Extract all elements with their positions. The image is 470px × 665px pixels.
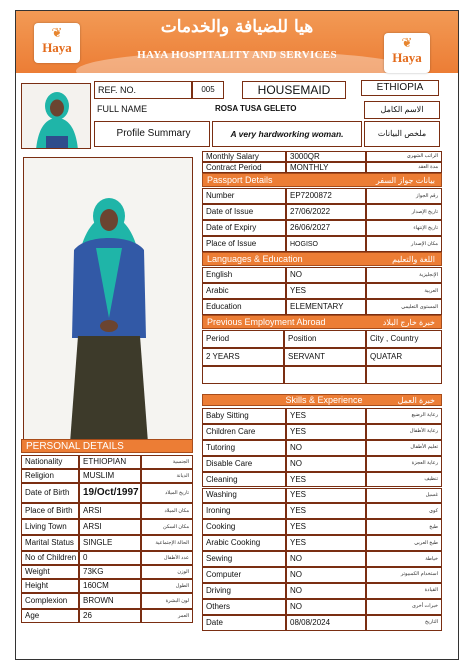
passport-title: Passport Details <box>207 175 273 185</box>
place-of-issue-label: Place of Issue <box>202 236 286 252</box>
logo-text: Haya <box>42 40 72 55</box>
passport-section-header <box>202 173 442 187</box>
full-name-value: ROSA TUSA GELETO <box>212 101 362 117</box>
personal-label: Living Town <box>21 519 79 535</box>
monthly-salary-value: 3000QR <box>286 151 366 162</box>
skill-value: NO <box>286 456 366 472</box>
company-name-arabic: هيا للضيافة والخدمات <box>160 17 314 37</box>
personal-value: MUSLIM <box>79 469 141 483</box>
issue-date-label: Date of Issue <box>202 204 286 220</box>
languages-section-header <box>202 252 442 266</box>
skill-label: Sewing <box>202 551 286 567</box>
ref-value: 005 <box>192 81 224 99</box>
skill-arabic-label: رعاية الرضيع <box>366 408 442 424</box>
personal-section-header <box>21 439 193 453</box>
employment-empty-cell <box>202 366 284 384</box>
full-body-photo <box>23 157 193 442</box>
skill-value: 08/08/2024 <box>286 615 366 631</box>
skill-label: Washing <box>202 488 286 504</box>
skill-label: Driving <box>202 583 286 599</box>
skill-value: NO <box>286 440 366 456</box>
passport-number-value: EP7200872 <box>286 188 366 204</box>
skill-value: YES <box>286 535 366 551</box>
personal-title: PERSONAL DETAILS <box>26 440 124 452</box>
skill-arabic-label: القيادة <box>366 583 442 599</box>
skill-label: Arabic Cooking <box>202 535 286 551</box>
employment-title-arabic: خبرة خارج البلاد <box>382 317 435 327</box>
skill-arabic-label: خياطة <box>366 551 442 567</box>
personal-value: ARSI <box>79 519 141 535</box>
education-label: Education <box>202 299 286 315</box>
skill-value: NO <box>286 551 366 567</box>
arabic-language-label: Arabic <box>202 283 286 299</box>
skill-label: Cleaning <box>202 472 286 488</box>
company-logo-right <box>384 33 430 73</box>
contract-period-label: Contract Period <box>202 162 286 173</box>
skill-arabic-label: طبخ العربي <box>366 535 442 551</box>
skill-arabic-label: استخدام الكمبيوتر <box>366 567 442 583</box>
personal-arabic-label: مكان الميلاد <box>141 503 193 519</box>
personal-arabic-label: لون البشرة <box>141 593 193 609</box>
skill-arabic-label: طبخ <box>366 519 442 535</box>
employment-period-value: 2 YEARS <box>202 348 284 366</box>
education-value: ELEMENTARY <box>286 299 366 315</box>
employment-empty-cell <box>366 366 442 384</box>
profile-summary-value: A very hardworking woman. <box>212 121 362 147</box>
personal-label: Date of Birth <box>21 483 79 503</box>
cv-page <box>15 10 459 660</box>
skill-value: YES <box>286 503 366 519</box>
personal-label: No of Children <box>21 551 79 565</box>
flame-icon: ❦ <box>51 25 63 40</box>
skills-title-arabic: خبرة العمل <box>397 395 435 405</box>
personal-label: Complexion <box>21 593 79 609</box>
employment-title: Previous Employment Abroad <box>207 317 326 327</box>
employment-position-value: SERVANT <box>284 348 366 366</box>
personal-label: Height <box>21 579 79 593</box>
place-of-issue-value: HOGISO <box>286 236 366 252</box>
skill-value: YES <box>286 472 366 488</box>
skill-label: Baby Sitting <box>202 408 286 424</box>
personal-value: 19/Oct/1997 <box>79 483 141 503</box>
personal-arabic-label: الطول <box>141 579 193 593</box>
skill-label: Cooking <box>202 519 286 535</box>
personal-label: Weight <box>21 565 79 579</box>
country-value: ETHIOPIA <box>361 80 439 96</box>
english-value: NO <box>286 267 366 283</box>
monthly-salary-arabic: الراتب الشهري <box>366 151 442 162</box>
expiry-date-value: 26/06/2027 <box>286 220 366 236</box>
flame-icon: ❦ <box>401 35 413 50</box>
skill-arabic-label: رعاية العجزة <box>366 456 442 472</box>
skill-arabic-label: التاريخ <box>366 615 442 631</box>
skill-arabic-label: كوي <box>366 503 442 519</box>
ref-label: REF. NO. <box>94 81 192 99</box>
passport-number-arabic: رقم الجواز <box>366 188 442 204</box>
skill-arabic-label: تنظيف <box>366 472 442 488</box>
portrait-thumbnail <box>21 83 91 149</box>
english-arabic: الإنجليزية <box>366 267 442 283</box>
personal-value: 73KG <box>79 565 141 579</box>
personal-value: 0 <box>79 551 141 565</box>
place-of-issue-arabic: مكان الإصدار <box>366 236 442 252</box>
contract-period-value: MONTHLY <box>286 162 366 173</box>
expiry-date-label: Date of Expiry <box>202 220 286 236</box>
skill-value: YES <box>286 488 366 504</box>
full-name-label: FULL NAME <box>94 101 210 117</box>
skill-label: Tutoring <box>202 440 286 456</box>
skill-label: Disable Care <box>202 456 286 472</box>
company-name-english: HAYA HOSPITALITY AND SERVICES <box>137 49 337 61</box>
personal-value: 160CM <box>79 579 141 593</box>
profile-summary-label: Profile Summary <box>94 121 210 147</box>
employment-country-value: QUATAR <box>366 348 442 366</box>
skill-label: Computer <box>202 567 286 583</box>
skill-value: YES <box>286 408 366 424</box>
languages-title: Languages & Education <box>207 254 303 264</box>
contract-period-arabic: مدة العقد <box>366 162 442 173</box>
skill-arabic-label: رعاية الأطفال <box>366 424 442 440</box>
skill-label: Ironing <box>202 503 286 519</box>
full-name-arabic-label: الاسم الكامل <box>364 101 440 119</box>
personal-label: Marital Status <box>21 535 79 551</box>
skill-arabic-label: خبرات أخرى <box>366 599 442 615</box>
skill-label: Children Care <box>202 424 286 440</box>
personal-arabic-label: الحالة الإجتماعية <box>141 535 193 551</box>
skill-arabic-label: تعليم الأطفال <box>366 440 442 456</box>
employment-col-period: Period <box>202 330 284 348</box>
skill-value: YES <box>286 519 366 535</box>
employment-col-position: Position <box>284 330 366 348</box>
personal-label: Nationality <box>21 455 79 469</box>
personal-label: Place of Birth <box>21 503 79 519</box>
personal-arabic-label: العمر <box>141 609 193 623</box>
company-logo-left <box>34 23 80 63</box>
arabic-language-value: YES <box>286 283 366 299</box>
personal-arabic-label: مكان السكن <box>141 519 193 535</box>
personal-value: 26 <box>79 609 141 623</box>
skill-value: NO <box>286 567 366 583</box>
position-title: HOUSEMAID <box>242 81 346 99</box>
passport-title-arabic: بيانات جواز السفر <box>375 175 435 185</box>
issue-date-value: 27/06/2022 <box>286 204 366 220</box>
education-arabic: المستوى التعليمي <box>366 299 442 315</box>
logo-text: Haya <box>392 50 422 65</box>
skills-title: Skills & Experience <box>285 395 363 405</box>
skill-value: YES <box>286 424 366 440</box>
employment-col-country: City , Country <box>366 330 442 348</box>
employment-empty-cell <box>284 366 366 384</box>
skill-label: Date <box>202 615 286 631</box>
personal-arabic-label: الجنسية <box>141 455 193 469</box>
skill-label: Others <box>202 599 286 615</box>
personal-value: SINGLE <box>79 535 141 551</box>
personal-arabic-label: الديانة <box>141 469 193 483</box>
personal-value: ARSI <box>79 503 141 519</box>
personal-value: ETHIOPIAN <box>79 455 141 469</box>
personal-label: Age <box>21 609 79 623</box>
personal-label: Religion <box>21 469 79 483</box>
english-label: English <box>202 267 286 283</box>
passport-number-label: Number <box>202 188 286 204</box>
skill-value: NO <box>286 599 366 615</box>
issue-date-arabic: تاريخ الإصدار <box>366 204 442 220</box>
employment-section-header <box>202 315 442 329</box>
personal-arabic-label: عدد الأطفال <box>141 551 193 565</box>
languages-title-arabic: اللغة والتعليم <box>392 254 435 264</box>
arabic-language-arabic: العربية <box>366 283 442 299</box>
skill-arabic-label: غسيل <box>366 488 442 504</box>
personal-value: BROWN <box>79 593 141 609</box>
skills-section-header <box>202 394 442 406</box>
monthly-salary-label: Monthly Salary <box>202 151 286 162</box>
personal-arabic-label: تاريخ الميلاد <box>141 483 193 503</box>
personal-arabic-label: الوزن <box>141 565 193 579</box>
skill-value: NO <box>286 583 366 599</box>
expiry-date-arabic: تاريخ الإنتهاء <box>366 220 442 236</box>
profile-summary-arabic-label: ملخص البيانات <box>364 121 440 147</box>
